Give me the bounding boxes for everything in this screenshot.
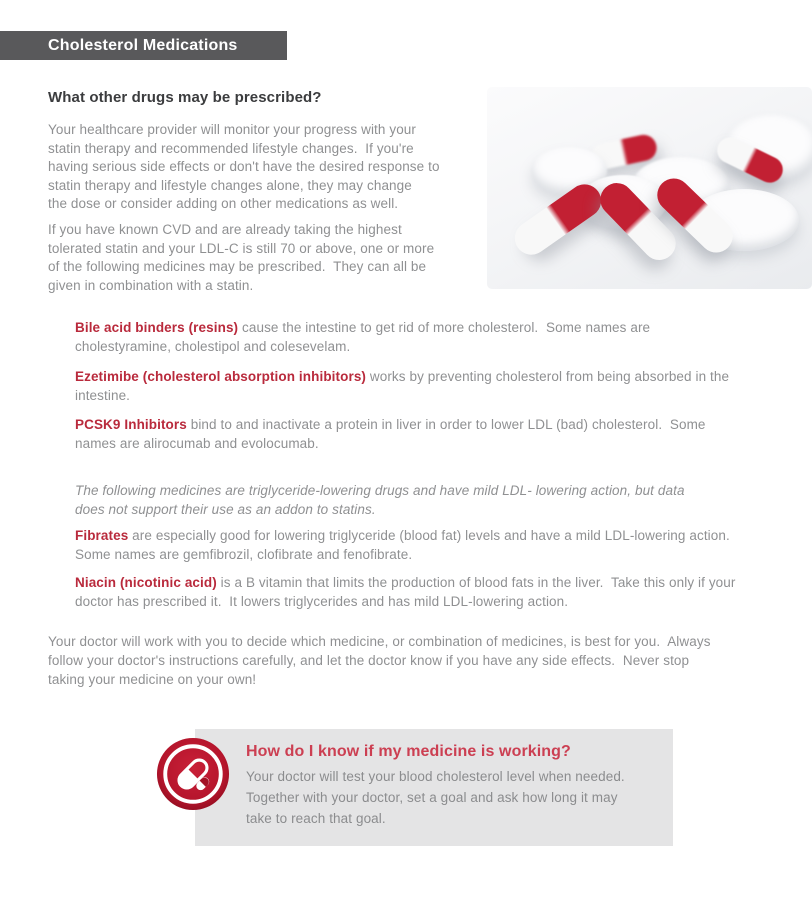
medication-description: are especially good for lowering triglyceride (blood fat) levels and have a mild LDL-lowering action. Some names are gemfibrozil, clofibrate and fenofibrate.: [75, 528, 738, 562]
text-line: statin therapy and lifestyle changes alone, they may change: [48, 177, 412, 193]
medication-name: Niacin (nicotinic acid): [75, 575, 217, 590]
text-line: given in combination with a statin.: [48, 277, 254, 293]
text-line: taking your medicine on your own!: [48, 672, 257, 687]
medication-name: Bile acid binders (resins): [75, 320, 239, 335]
medication-description: works by preventing cholesterol from being absorbed in the intestine.: [75, 369, 733, 403]
text-line: The following medicines are triglyceride-lowering drugs and have mild LDL- lowering action, but data: [75, 483, 685, 498]
text-line: tolerated statin and your LDL-C is still 70 or above, one or more: [48, 240, 435, 256]
intro-paragraph-1: [48, 121, 498, 214]
callout-box: [195, 729, 673, 846]
pill-capsule-icon: [156, 737, 230, 811]
medication-item: [75, 367, 747, 405]
intro-paragraph-2: [48, 221, 498, 295]
medication-item: [75, 526, 747, 564]
page-title: Cholesterol Medications: [48, 36, 238, 54]
text-line: Your doctor will test your blood cholesterol level when needed.: [246, 769, 625, 784]
pills-photo: [487, 87, 812, 289]
text-line: Together with your doctor, set a goal and ask how long it may: [246, 790, 618, 805]
medication-item: [75, 573, 747, 611]
text-line: take to reach that goal.: [246, 811, 386, 826]
text-line: the dose or consider adding on other medications as well.: [48, 196, 399, 212]
callout-body: [246, 766, 653, 829]
text-line: of the following medicines may be prescribed. They can all be: [48, 259, 427, 275]
text-line: statin therapy and recommended lifestyle changes. If you're: [48, 140, 414, 156]
closing-paragraph: [48, 632, 788, 689]
medication-item: [75, 415, 747, 453]
medication-description: is a B vitamin that limits the production of blood fats in the liver. Take this only if your doctor has prescribed it. It lowers triglycerides and has mild LDL-lowering action.: [75, 575, 740, 609]
section-heading: What other drugs may be prescribed?: [48, 89, 322, 106]
title-banner: [0, 31, 287, 60]
triglyceride-note: [75, 481, 747, 519]
medication-description: cause the intestine to get rid of more cholesterol. Some names are cholestyramine, cholestipol and colesevelam.: [75, 320, 655, 354]
text-line: If you have known CVD and are already taking the highest: [48, 222, 402, 237]
text-line: follow your doctor's instructions carefully, and let the doctor know if you have any side effects. Never stop: [48, 653, 690, 668]
medication-name: Fibrates: [75, 528, 129, 543]
text-line: Your healthcare provider will monitor your progress with your: [48, 122, 417, 137]
callout-heading: How do I know if my medicine is working?: [246, 743, 571, 760]
text-line: Your doctor will work with you to decide which medicine, or combination of medicines, is best for you. Always: [48, 634, 711, 649]
medication-item: [75, 318, 747, 356]
text-line: having serious side effects or don't have the desired response to: [48, 159, 440, 175]
text-line: does not support their use as an addon to statins.: [75, 502, 376, 517]
medication-description: bind to and inactivate a protein in liver in order to lower LDL (bad) cholesterol. Some names are alirocumab and evolocumab.: [75, 417, 710, 451]
medication-name: Ezetimibe (cholesterol absorption inhibitors): [75, 369, 367, 384]
medication-name: PCSK9 Inhibitors: [75, 417, 187, 432]
